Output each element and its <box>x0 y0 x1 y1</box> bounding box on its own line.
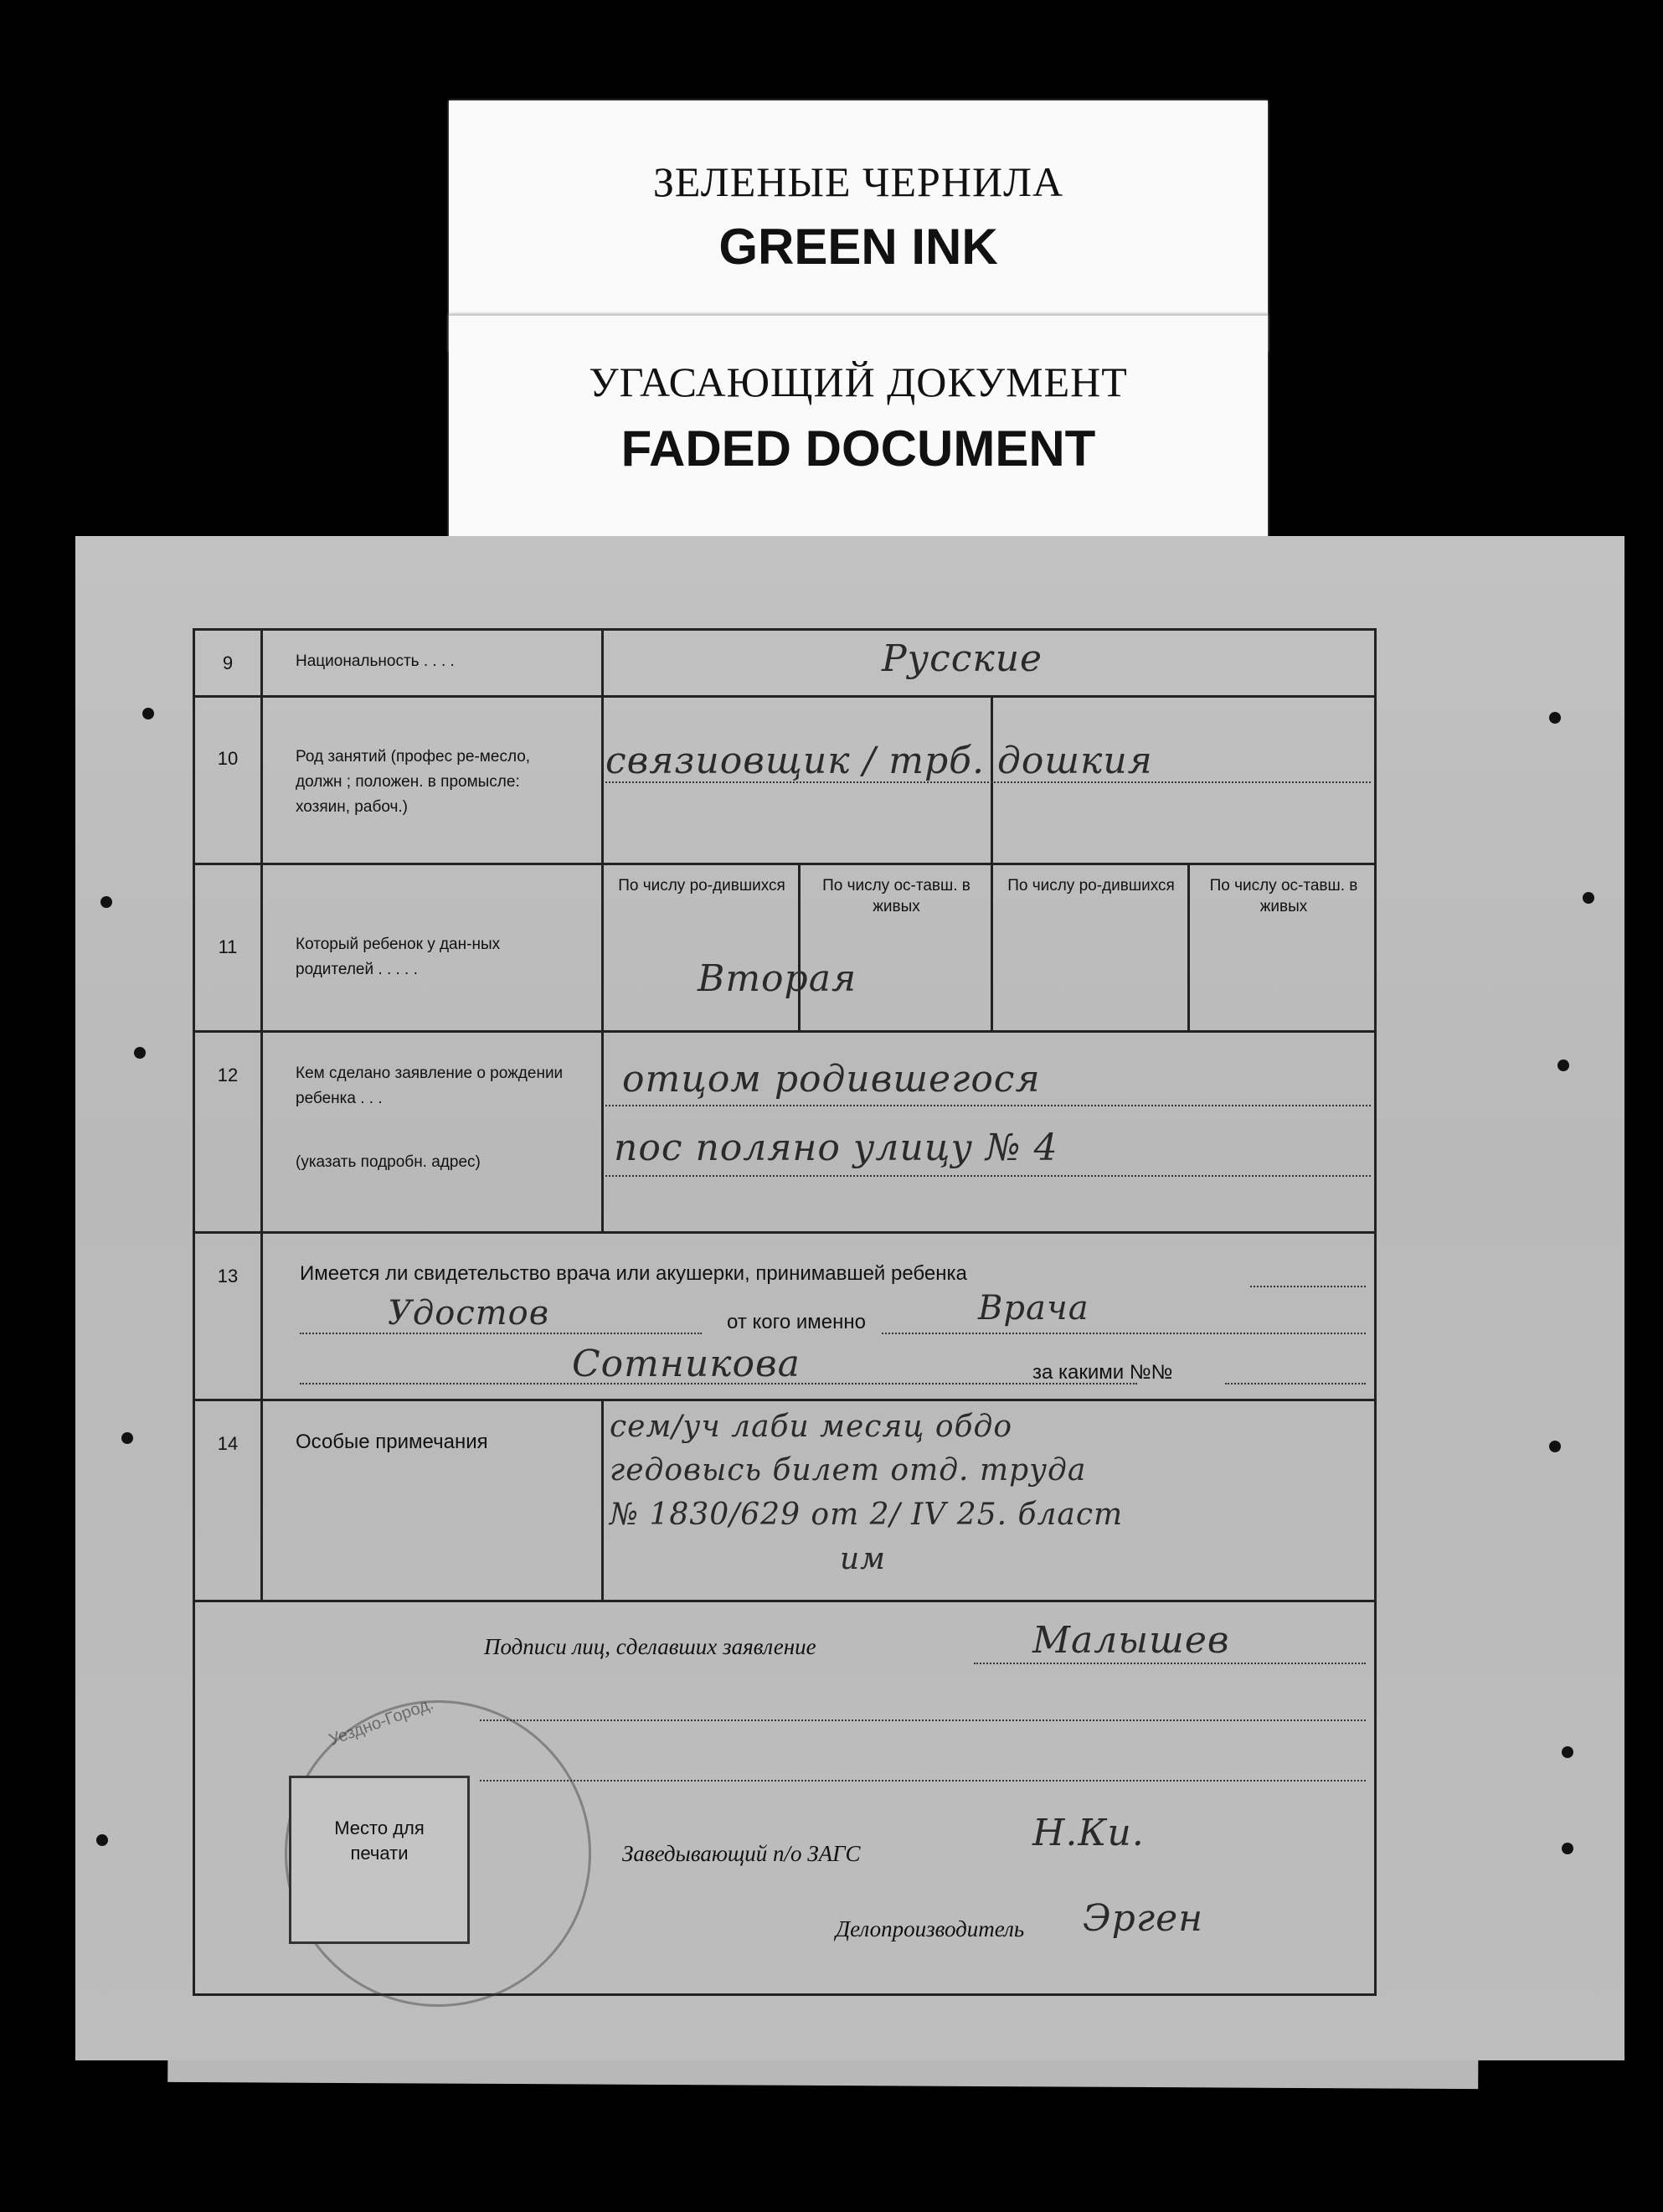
binding-hole <box>1583 892 1594 904</box>
seal-place-label: Место для печати <box>334 1818 425 1864</box>
binding-hole <box>1562 1746 1573 1758</box>
column-header: По числу ос-тавш. в живых <box>1209 877 1358 915</box>
row-number: 12 <box>217 1065 239 1085</box>
head-zags-label: Заведывающий п/о ЗАГС <box>622 1841 861 1866</box>
signatures-label: Подписи лиц, сделавших заявление <box>484 1634 816 1659</box>
row-number: 9 <box>222 652 234 673</box>
column-header: По числу ос-тавш. в живых <box>822 877 971 915</box>
row-label-address: (указать подробн. адрес) <box>296 1153 481 1171</box>
column-header: По числу ро-дившихся <box>1007 877 1175 895</box>
column-header: По числу ро-дившихся <box>618 877 785 895</box>
binding-hole <box>142 708 154 719</box>
row-number: 14 <box>217 1433 239 1454</box>
binding-hole <box>1557 1060 1569 1071</box>
row-label: Род занятий (профес ре-месло, должн ; положен. в промысле: хозяин, рабоч.) <box>296 748 531 816</box>
binding-hole <box>121 1432 133 1444</box>
certificate-value: Удостов <box>388 1294 550 1333</box>
row-applicant <box>195 1033 1374 1234</box>
row-label: Который ребенок у дан-ных родителей . . . . . <box>296 936 501 978</box>
doctor-value: Врача <box>978 1289 1089 1328</box>
binding-hole <box>134 1047 146 1059</box>
nationality-value: Русские <box>882 637 1043 680</box>
for-numbers-label: за какими №№ <box>1032 1361 1173 1384</box>
row-certificate <box>195 1234 1374 1401</box>
row-number: 10 <box>217 748 239 769</box>
faded-document-en: FADED DOCUMENT <box>620 420 1096 477</box>
row-label: Особые примечания <box>296 1431 488 1453</box>
row-remarks <box>195 1401 1374 1602</box>
signature-value: Малышев <box>1032 1619 1230 1662</box>
binding-hole <box>100 896 112 908</box>
clerk-signature: Эрген <box>1083 1897 1204 1940</box>
faded-document-card <box>449 314 1268 550</box>
row-child-order <box>195 865 1374 1033</box>
binding-hole <box>1549 1441 1561 1452</box>
row-number: 11 <box>218 936 238 957</box>
child-order-value: Вторая <box>698 957 857 1000</box>
stamp-text: Уездно-Город. <box>327 1694 436 1750</box>
remarks-line: гедовысь билет отд. труда <box>610 1453 1087 1488</box>
green-ink-en: GREEN INK <box>718 219 998 275</box>
occupation-value: связиовщик / трб. дошкия <box>605 740 1153 782</box>
binding-hole <box>1562 1843 1573 1854</box>
row-number: 13 <box>217 1266 239 1286</box>
row-nationality <box>195 631 1374 698</box>
address-value: пос поляно улицу № 4 <box>614 1127 1058 1169</box>
applicant-value: отцом родившегося <box>622 1058 1041 1101</box>
from-whom-label: от кого именно <box>727 1311 866 1333</box>
doctor-name-value: Сотникова <box>572 1343 801 1385</box>
binding-hole <box>96 1834 108 1846</box>
binding-hole <box>1549 712 1561 724</box>
seal-place-box <box>289 1776 470 1944</box>
row-label: Национальность . . . . <box>296 652 455 670</box>
remarks-line: № 1830/629 от 2/ IV 25. бласт <box>610 1498 1124 1532</box>
remarks-line: им <box>840 1542 887 1576</box>
row-occupation <box>195 698 1374 865</box>
faded-document-ru: УГАСАЮЩИЙ ДОКУМЕНТ <box>589 358 1128 405</box>
clerk-label: Делопроизводитель <box>836 1916 1025 1941</box>
row-label: Кем сделано заявление о рождении ребенка . . . <box>296 1065 564 1107</box>
green-ink-ru: ЗЕЛЕНЫЕ ЧЕРНИЛА <box>652 158 1064 205</box>
head-signature: Н.Ки. <box>1032 1812 1145 1854</box>
remarks-line: сем/уч лаби месяц обдо <box>610 1410 1012 1444</box>
certificate-question: Имеется ли свидетельство врача или акушерки, принимавшей ребенка <box>300 1262 967 1285</box>
